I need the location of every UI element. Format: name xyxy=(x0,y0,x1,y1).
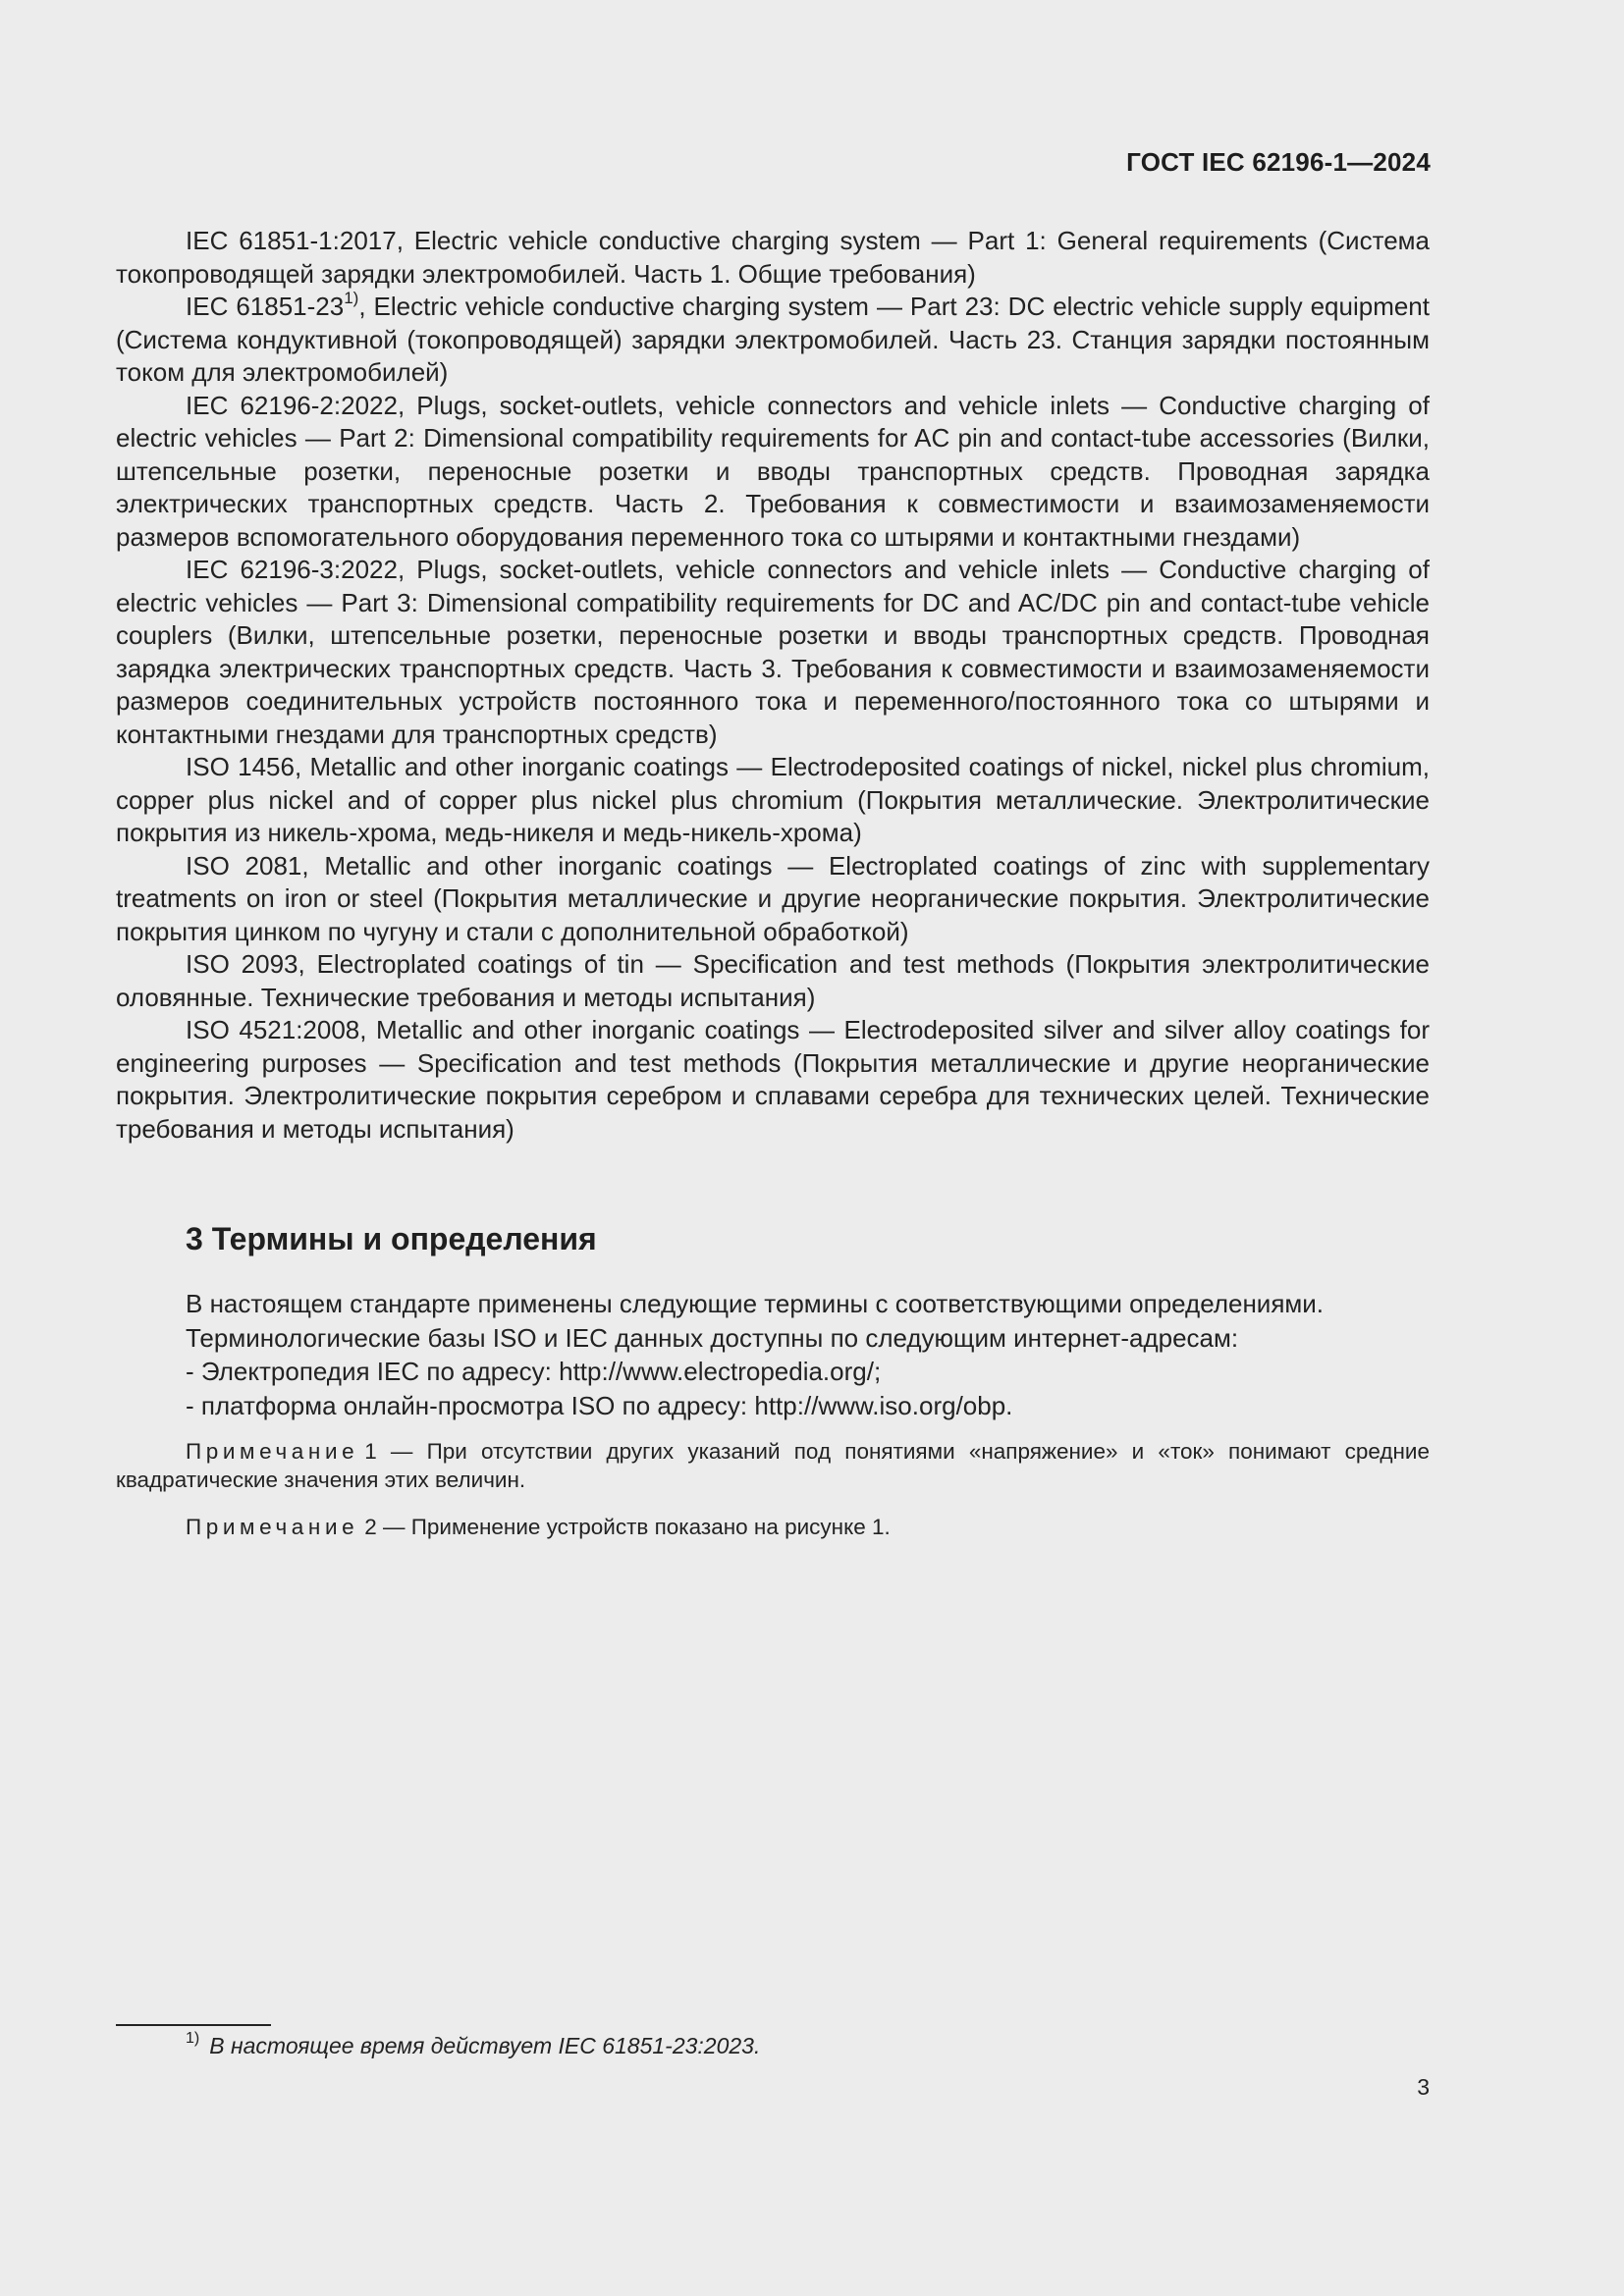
reference-code: IEC 61851-23 xyxy=(186,292,345,321)
reference-item-iec-61851-1: IEC 61851-1:2017, Electric vehicle conductive charging system — Part 1: General requirements (Система токопроводящей зарядки электромобилей. Часть 1. Общие требования) xyxy=(116,226,1430,289)
list-item-electropedia: - Электропедия IEC по адресу: http://www.electropedia.org/; xyxy=(186,1357,882,1386)
reference-item-iec-62196-2: IEC 62196-2:2022, Plugs, socket-outlets, vehicle connectors and vehicle inlets — Conductive charging of electric vehicles — Part 2: Dimensional compatibility requirements for AC pin and contact-tube accessories (Вилки, штепсельные розетки, переносные розетки и вводы транспортных средств. Проводная зарядка электрических транспортных средств. Часть 2. Требования к совместимости и взаимозаменяемости размеров вспомогательного оборудования переменного тока со штырями и контактными гнездами) xyxy=(116,390,1430,552)
reference-item-iec-62196-3: IEC 62196-3:2022, Plugs, socket-outlets, vehicle connectors and vehicle inlets — Conductive charging of electric vehicles — Part 3: Dimensional compatibility requirements for DC and AC/DC pin and contact-tube vehicle couplers (Вилки, штепсельные розетки, переносные розетки и вводы транспортных средств. Проводная зарядка электрических транспортных средств. Часть 3. Требования к совместимости и взаимозаменяемости размеров соединительных устройств постоянного тока и переменного/постоянного тока со штырями и контактными гнездами для транспортных средств) xyxy=(116,555,1430,749)
reference-item-iso-1456: ISO 1456, Metallic and other inorganic coatings — Electrodeposited coatings of nickel, nickel plus chromium, copper plus nickel and of copper plus nickel plus chromium (Покрытия металлические. Электролитические покрытия из никель-хрома, медь-никеля и медь-никель-хрома) xyxy=(116,752,1430,847)
page-number: 3 xyxy=(1417,2074,1430,2100)
reference-item-iso-4521: ISO 4521:2008, Metallic and other inorganic coatings — Electrodeposited silver and silver alloy coatings for engineering purposes — Specification and test methods (Покрытия металлические и другие неорганические покрытия. Электролитические покрытия серебром и сплавами серебра для технических целей. Технические требования и методы испытания) xyxy=(116,1015,1430,1144)
normative-references-list xyxy=(116,225,1430,1146)
note-label: Примечание xyxy=(186,1515,359,1539)
footnote xyxy=(186,2030,760,2061)
note-text: 1 — При отсутствии других указаний под понятиями «напряжение» и «ток» понимают средние квадратические значения этих величин. xyxy=(116,1439,1430,1492)
note-2 xyxy=(116,1513,1430,1541)
note-1 xyxy=(116,1437,1430,1494)
note-text: 2 — Применение устройств показано на рисунке 1. xyxy=(364,1515,891,1539)
list-item-iso-obp: - платформа онлайн-просмотра ISO по адресу: http://www.iso.org/obp. xyxy=(186,1390,1013,1420)
reference-item-iso-2081: ISO 2081, Metallic and other inorganic coatings — Electroplated coatings of zinc with supplementary treatments on iron or steel (Покрытия металлические и другие неорганические покрытия. Электролитические покрытия цинком по чугуну и стали с дополнительной обработкой) xyxy=(116,850,1430,946)
footnote-divider xyxy=(116,2024,271,2026)
reference-text: , Electric vehicle conductive charging system — Part 23: DC electric vehicle supply equipment (Система кондуктивной (токопроводящей) зарядки электромобилей. Часть 23. Станция зарядки постоянным током для электромобилей) xyxy=(116,292,1430,387)
footnote-text: В настоящее время действует IEC 61851-23:2023. xyxy=(209,2033,761,2058)
section-intro xyxy=(186,1287,1430,1422)
document-header: ГОСТ IEC 62196-1—2024 xyxy=(1126,147,1431,177)
reference-item-iso-2093: ISO 2093, Electroplated coatings of tin — Specification and test methods (Покрытия электролитические оловянные. Технические требования и методы испытания) xyxy=(116,949,1430,1012)
note-label: Примечание xyxy=(186,1439,359,1464)
intro-paragraph: В настоящем стандарте применены следующие термины с соответствующими определениями. xyxy=(186,1289,1325,1318)
intro-paragraph: Терминологические базы ISO и IEC данных доступны по следующим интернет-адресам: xyxy=(186,1322,1239,1353)
section-title: 3 Термины и определения xyxy=(186,1221,597,1256)
footnote-marker[interactable]: 1) xyxy=(344,289,359,308)
reference-item-iec-61851-23 xyxy=(116,291,1430,390)
footnote-marker: 1) xyxy=(186,2030,200,2048)
